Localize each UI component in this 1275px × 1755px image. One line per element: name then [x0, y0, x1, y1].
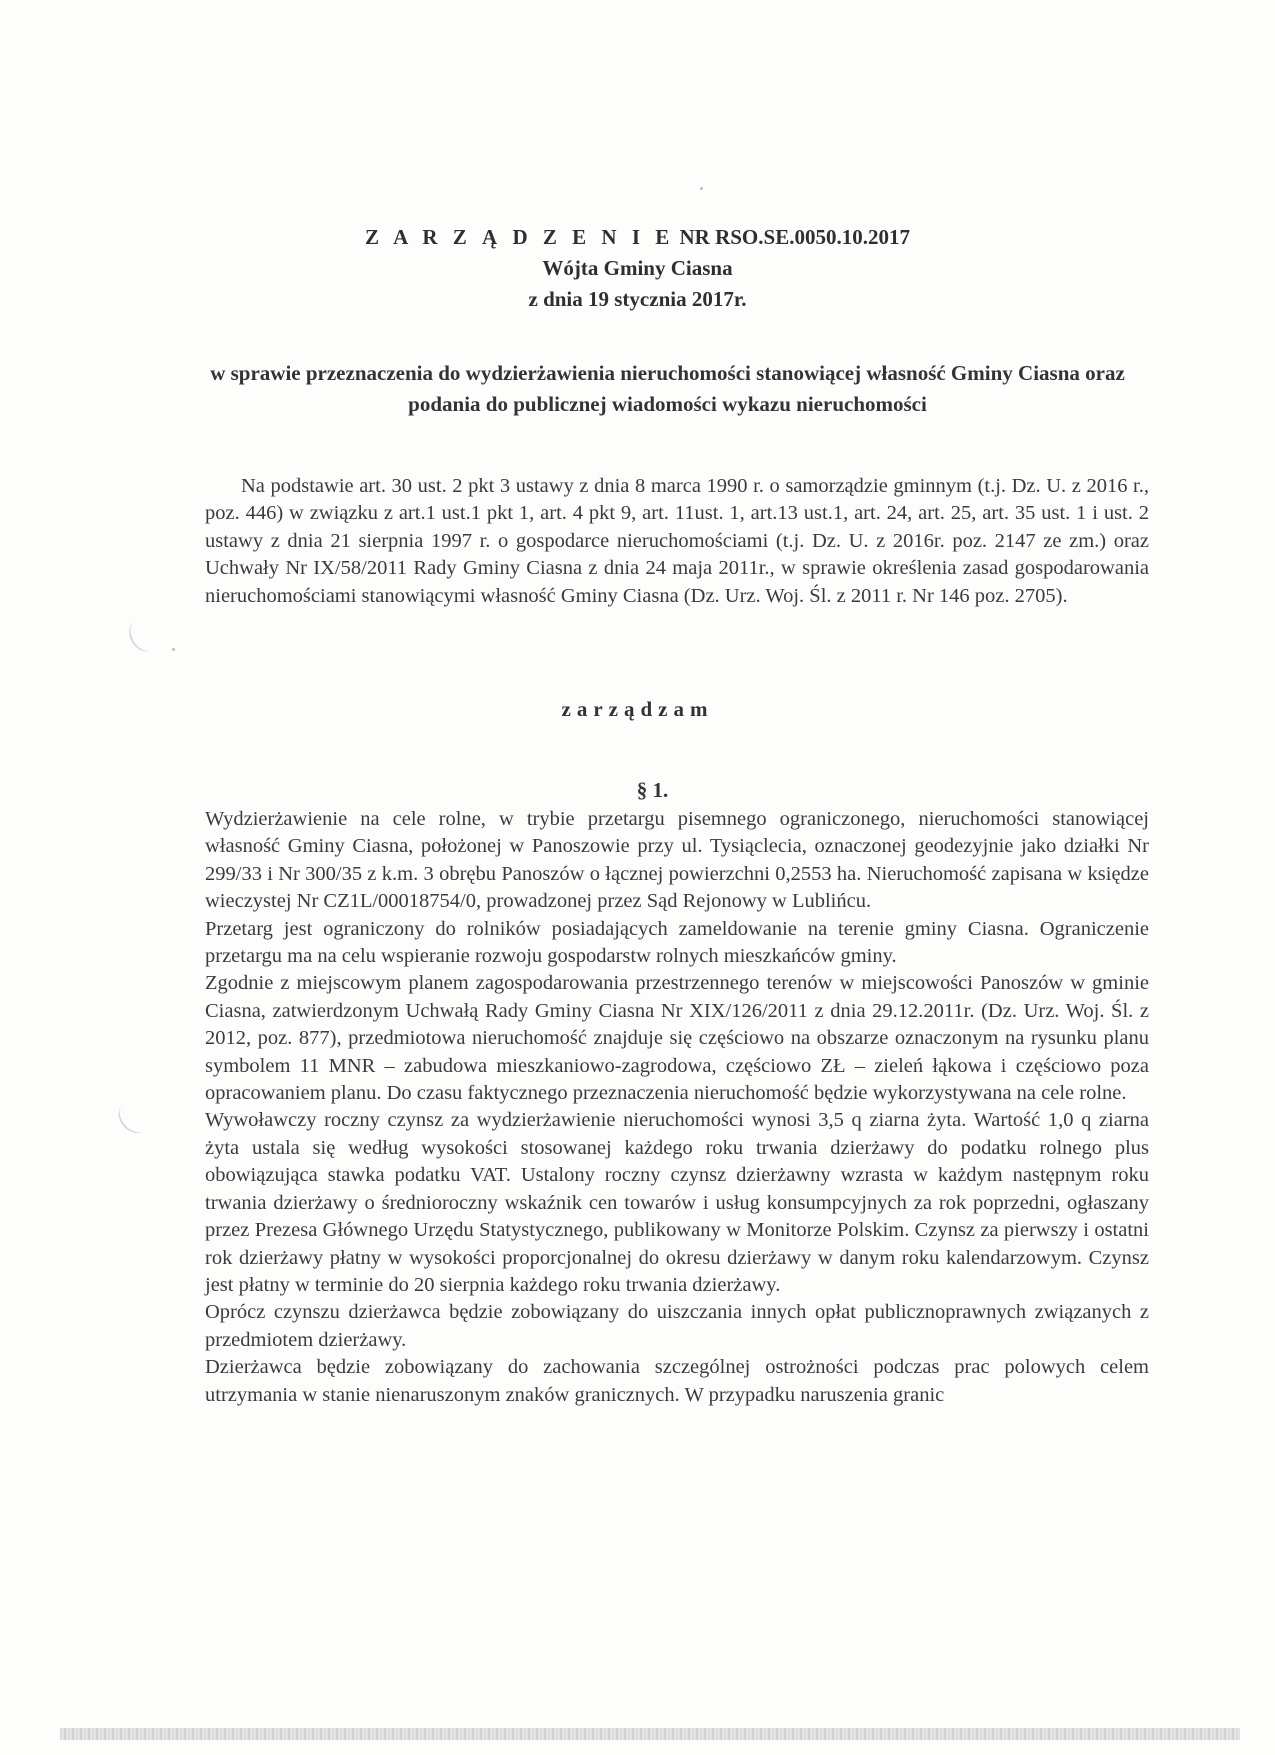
scan-speck — [700, 187, 703, 190]
document-subject: w sprawie przeznaczenia do wydzierżawienia nieruchomości stanowiącej własność Gminy Ciasna oraz podania do publicznej wiadomości wykazu nieruchomości — [210, 361, 1125, 416]
section-1-body — [205, 806, 1149, 1409]
section-1-paragraph: Przetarg jest ograniczony do rolników posiadających zameldowanie na terenie gminy Ciasna. Ograniczenie przetargu ma na celu wspieranie rozwoju gospodarstw rolnych mieszkańców gminy. — [205, 917, 1149, 968]
order-word: zarządzam — [561, 697, 714, 721]
scan-speck — [172, 648, 175, 651]
title-word: Z A R Z Ą D Z E N I E — [365, 225, 675, 249]
scan-edge-noise — [60, 1728, 1240, 1740]
section-1-paragraph: Wywoławczy roczny czynsz za wydzierżawienie nieruchomości wynosi 3,5 q ziarna żyta. Wartość 1,0 q ziarna żyta ustala się według wysokości stosowanej każdego roku trwania dzierżawy do podatku rolnego plus obowiązująca stawka podatku VAT. Ustalony roczny czynsz dzierżawny wzrasta w każdym następnym roku trwania dzierżawy o średnioroczny wskaźnik cen towarów i usług konsumpcyjnych za rok poprzedni, ogłaszany przez Prezesa Głównego Urzędu Statystycznego, publikowany w Monitorze Polskim. Czynsz za pierwszy i ostatni rok dzierżawy płatny w wysokości proporcjonalnej do okresu dzierżawy w danym roku kalendarzowym. Czynsz jest płatny w terminie do 20 sierpnia każdego roku trwania dzierżawy. — [205, 1109, 1149, 1296]
section-1-paragraph: Oprócz czynszu dzierżawca będzie zobowiązany do uiszczania innych opłat publicznoprawnych związanych z przedmiotem dzierżawy. — [205, 1301, 1149, 1351]
legal-basis — [205, 473, 1149, 610]
document-date: z dnia 19 stycznia 2017r. — [528, 287, 747, 311]
section-1-paragraph: Zgodnie z miejscowym planem zagospodarowania przestrzennego terenów w miejscowości Panoszów w gminie Ciasna, zatwierdzonym Uchwałą Rady Gminy Ciasna Nr XIX/126/2011 z dnia 29.12.2011r. (Dz. Urz. Woj. Śl. z 2012, poz. 877), przedmiotowa nieruchomość znajduje się częściowo na obszarze oznaczonym na rysunku planu symbolem 11 MNR – zabudowa mieszkaniowo-zagrodowa, częściowo ZŁ – zieleń łąkowa i częściowo poza opracowaniem planu. Do czasu faktycznego przeznaczenia nieruchomość będzie wykorzystywana na cele rolne. — [205, 972, 1149, 1105]
document-header — [0, 222, 1275, 315]
document-title — [0, 222, 1275, 253]
document-issuer: Wójta Gminy Ciasna — [542, 256, 733, 280]
title-number: NR RSO.SE.0050.10.2017 — [679, 225, 910, 249]
legal-basis-text: Na podstawie art. 30 ust. 2 pkt 3 ustawy z dnia 8 marca 1990 r. o samorządzie gminnym (t.j. Dz. U. z 2016 r., poz. 446) w związku z art.1 ust.1 pkt 1, art. 4 pkt 9, art. 11ust. 1, art.13 ust.1, art. 24, art. 25, art. 35 ust. 1 i ust. 2 ustawy z dnia 21 sierpnia 1997 r. o gospodarce nieruchomościami (t.j. Dz. U. z 2016r. poz. 2147 ze zm.) oraz Uchwały Nr IX/58/2011 Rady Gminy Ciasna z dnia 24 maja 2011r., w sprawie określenia zasad gospodarowania nieruchomościami stanowiącymi własność Gminy Ciasna (Dz. Urz. Woj. Śl. z 2011 r. Nr 146 poz. 2705). — [205, 475, 1149, 607]
section-1-paragraph: Wydzierżawienie na cele rolne, w trybie przetargu pisemnego ograniczonego, nieruchomości stanowiącej własność Gminy Ciasna, położonej w Panoszowie przy ul. Tysiąclecia, oznaczonej geodezyjnie jako działki Nr 299/33 i Nr 300/35 z k.m. 3 obrębu Panoszów o łącznej powierzchni 0,2553 ha. Nieruchomość zapisana w księdze wieczystej Nr CZ1L/00018754/0, prowadzonej przez Sąd Rejonowy w Lublińcu. — [205, 808, 1149, 913]
section-1-paragraph: Dzierżawca będzie zobowiązany do zachowania szczególnej ostrożności podczas prac polowych celem utrzymania w stanie nienaruszonym znaków granicznych. W przypadku naruszenia granic — [205, 1356, 1149, 1406]
punch-hole-mark — [112, 1095, 155, 1139]
section-mark: § 1. — [636, 778, 669, 802]
punch-hole-mark — [123, 613, 164, 656]
